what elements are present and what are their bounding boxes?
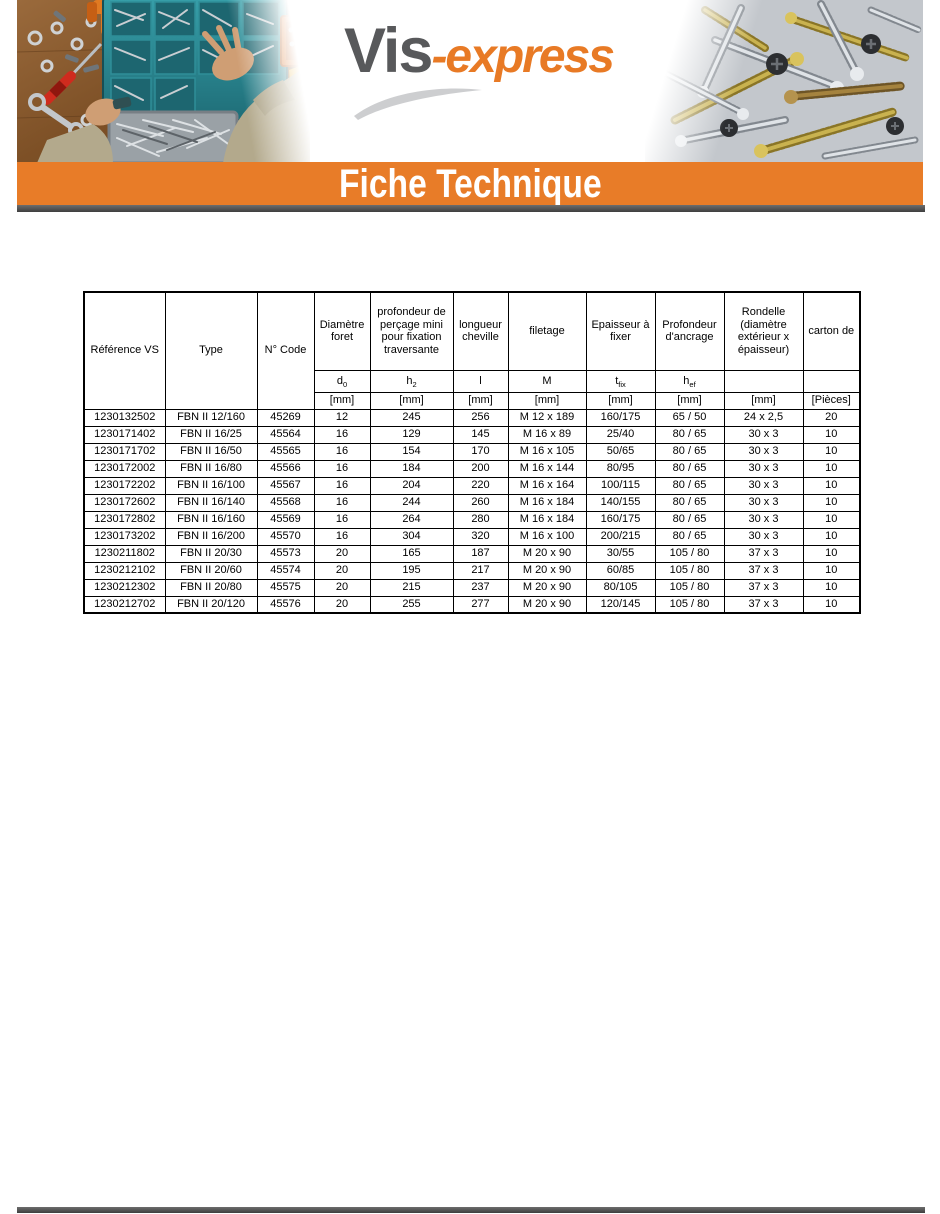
- table-cell: 80 / 65: [655, 443, 724, 460]
- table-cell: FBN II 20/30: [165, 545, 257, 562]
- table-cell: FBN II 20/80: [165, 579, 257, 596]
- table-cell: 16: [314, 460, 370, 477]
- table-cell: 30 x 3: [724, 511, 803, 528]
- table-cell: 1230212302: [84, 579, 165, 596]
- logo-swoosh: [348, 84, 488, 122]
- column-symbol: [453, 370, 508, 392]
- table-cell: 10: [803, 477, 860, 494]
- table-cell: 105 / 80: [655, 596, 724, 613]
- symbol-base: M: [542, 374, 552, 387]
- table-cell: 187: [453, 545, 508, 562]
- table-cell: 16: [314, 443, 370, 460]
- table-row: [84, 409, 860, 426]
- table-cell: 304: [370, 528, 453, 545]
- table-cell: 10: [803, 460, 860, 477]
- table-cell: 10: [803, 528, 860, 545]
- table-cell: 200: [453, 460, 508, 477]
- workbench-photo-art: [17, 0, 310, 163]
- table-cell: 45567: [257, 477, 314, 494]
- table-cell: M 16 x 89: [508, 426, 586, 443]
- table-cell: 45566: [257, 460, 314, 477]
- table-cell: 80 / 65: [655, 477, 724, 494]
- column-unit: [mm]: [655, 392, 724, 409]
- column-header: carton de: [803, 292, 860, 370]
- spec-table-wrap: [83, 291, 861, 614]
- column-header: longueur cheville: [453, 292, 508, 370]
- table-cell: 60/85: [586, 562, 655, 579]
- column-header: profondeur de perçage mini pour fixation traversante: [370, 292, 453, 370]
- table-row: [84, 460, 860, 477]
- brand-logo-primary: Vis: [344, 16, 432, 86]
- column-header: filetage: [508, 292, 586, 370]
- table-cell: 80/95: [586, 460, 655, 477]
- table-cell: 184: [370, 460, 453, 477]
- column-header: Epaisseur à fixer: [586, 292, 655, 370]
- symbol-base: t: [615, 374, 619, 387]
- table-cell: 220: [453, 477, 508, 494]
- table-cell: 20: [803, 409, 860, 426]
- table-cell: 1230172602: [84, 494, 165, 511]
- table-cell: FBN II 16/160: [165, 511, 257, 528]
- table-cell: 10: [803, 511, 860, 528]
- table-cell: M 16 x 100: [508, 528, 586, 545]
- brand-logo: [344, 16, 613, 86]
- table-cell: 10: [803, 443, 860, 460]
- table-cell: 244: [370, 494, 453, 511]
- table-cell: 260: [453, 494, 508, 511]
- column-symbol: [803, 370, 860, 392]
- table-cell: 195: [370, 562, 453, 579]
- table-cell: 1230132502: [84, 409, 165, 426]
- table-cell: 10: [803, 579, 860, 596]
- screws-photo-art: [645, 0, 923, 163]
- table-cell: 80 / 65: [655, 460, 724, 477]
- table-cell: M 20 x 90: [508, 579, 586, 596]
- spec-table-head: [84, 292, 860, 409]
- column-symbol: [586, 370, 655, 392]
- title-banner: [17, 162, 923, 205]
- table-cell: 80/105: [586, 579, 655, 596]
- brand-logo-secondary: -express: [431, 30, 613, 83]
- table-cell: 80 / 65: [655, 494, 724, 511]
- table-cell: 170: [453, 443, 508, 460]
- table-cell: 24 x 2,5: [724, 409, 803, 426]
- table-cell: 30 x 3: [724, 443, 803, 460]
- table-cell: 1230172802: [84, 511, 165, 528]
- table-cell: 20: [314, 562, 370, 579]
- column-unit: [mm]: [586, 392, 655, 409]
- table-cell: 20: [314, 545, 370, 562]
- column-unit: [mm]: [724, 392, 803, 409]
- table-cell: 140/155: [586, 494, 655, 511]
- table-cell: 1230172202: [84, 477, 165, 494]
- table-cell: 20: [314, 579, 370, 596]
- page-title: Fiche Technique: [338, 161, 602, 206]
- table-cell: 45573: [257, 545, 314, 562]
- table-cell: 1230212102: [84, 562, 165, 579]
- column-header: Référence VS: [84, 292, 165, 409]
- table-cell: 37 x 3: [724, 562, 803, 579]
- symbol-base: h: [683, 374, 690, 387]
- table-cell: 200/215: [586, 528, 655, 545]
- table-cell: FBN II 16/140: [165, 494, 257, 511]
- table-cell: 1230171402: [84, 426, 165, 443]
- table-cell: 45565: [257, 443, 314, 460]
- table-cell: 160/175: [586, 511, 655, 528]
- symbol-base: d: [336, 374, 343, 387]
- table-cell: 30 x 3: [724, 477, 803, 494]
- table-row: [84, 494, 860, 511]
- table-cell: M 20 x 90: [508, 596, 586, 613]
- table-row: [84, 511, 860, 528]
- screws-photo: [645, 0, 923, 163]
- table-cell: 16: [314, 477, 370, 494]
- table-cell: 10: [803, 562, 860, 579]
- table-cell: 37 x 3: [724, 545, 803, 562]
- table-cell: 105 / 80: [655, 579, 724, 596]
- table-cell: 12: [314, 409, 370, 426]
- symbol-sub: ef: [689, 379, 696, 389]
- table-cell: 1230211802: [84, 545, 165, 562]
- table-cell: 120/145: [586, 596, 655, 613]
- table-cell: FBN II 20/120: [165, 596, 257, 613]
- table-cell: 65 / 50: [655, 409, 724, 426]
- column-unit: [mm]: [508, 392, 586, 409]
- table-cell: 30 x 3: [724, 460, 803, 477]
- column-unit: [mm]: [453, 392, 508, 409]
- table-cell: 1230212702: [84, 596, 165, 613]
- table-cell: FBN II 16/80: [165, 460, 257, 477]
- table-cell: 45570: [257, 528, 314, 545]
- table-cell: 256: [453, 409, 508, 426]
- table-cell: 16: [314, 494, 370, 511]
- table-cell: 1230171702: [84, 443, 165, 460]
- table-cell: 30 x 3: [724, 426, 803, 443]
- table-cell: 45568: [257, 494, 314, 511]
- column-header: N° Code: [257, 292, 314, 409]
- spec-table-body: [84, 409, 860, 613]
- table-cell: 10: [803, 494, 860, 511]
- table-cell: M 16 x 184: [508, 511, 586, 528]
- table-cell: 145: [453, 426, 508, 443]
- column-symbol: [724, 370, 803, 392]
- table-row: [84, 528, 860, 545]
- table-cell: 100/115: [586, 477, 655, 494]
- table-cell: 10: [803, 596, 860, 613]
- table-cell: M 12 x 189: [508, 409, 586, 426]
- table-cell: 237: [453, 579, 508, 596]
- table-row: [84, 579, 860, 596]
- symbol-base: l: [479, 374, 482, 387]
- table-cell: 80 / 65: [655, 426, 724, 443]
- table-cell: 45564: [257, 426, 314, 443]
- column-symbol: [655, 370, 724, 392]
- table-cell: 16: [314, 426, 370, 443]
- table-cell: FBN II 12/160: [165, 409, 257, 426]
- divider-bar-bottom: [17, 1207, 925, 1213]
- table-cell: FBN II 16/200: [165, 528, 257, 545]
- table-cell: 80 / 65: [655, 528, 724, 545]
- table-cell: 255: [370, 596, 453, 613]
- table-cell: 1230172002: [84, 460, 165, 477]
- table-cell: 215: [370, 579, 453, 596]
- table-cell: 105 / 80: [655, 562, 724, 579]
- table-row: [84, 596, 860, 613]
- table-cell: 30 x 3: [724, 494, 803, 511]
- table-cell: 50/65: [586, 443, 655, 460]
- table-cell: 277: [453, 596, 508, 613]
- column-header: Diamètre foret: [314, 292, 370, 370]
- table-cell: M 20 x 90: [508, 562, 586, 579]
- table-cell: 10: [803, 545, 860, 562]
- symbol-base: h: [406, 374, 413, 387]
- table-cell: FBN II 20/60: [165, 562, 257, 579]
- table-cell: 80 / 65: [655, 511, 724, 528]
- column-unit: [mm]: [370, 392, 453, 409]
- table-cell: 245: [370, 409, 453, 426]
- table-cell: 154: [370, 443, 453, 460]
- table-cell: 320: [453, 528, 508, 545]
- symbol-sub: fix: [618, 379, 626, 389]
- table-cell: FBN II 16/25: [165, 426, 257, 443]
- symbol-sub: 0: [342, 379, 348, 389]
- table-cell: 204: [370, 477, 453, 494]
- table-cell: M 16 x 105: [508, 443, 586, 460]
- table-cell: M 16 x 184: [508, 494, 586, 511]
- table-cell: 105 / 80: [655, 545, 724, 562]
- table-cell: 45269: [257, 409, 314, 426]
- table-row: [84, 477, 860, 494]
- table-cell: FBN II 16/50: [165, 443, 257, 460]
- table-cell: 16: [314, 528, 370, 545]
- header-row-titles: [84, 292, 860, 370]
- table-cell: 30/55: [586, 545, 655, 562]
- symbol-sub: 2: [412, 379, 417, 389]
- table-cell: 45569: [257, 511, 314, 528]
- table-cell: 25/40: [586, 426, 655, 443]
- table-cell: 1230173202: [84, 528, 165, 545]
- table-cell: M 16 x 164: [508, 477, 586, 494]
- table-cell: 37 x 3: [724, 579, 803, 596]
- table-cell: M 20 x 90: [508, 545, 586, 562]
- table-cell: 45576: [257, 596, 314, 613]
- table-cell: 217: [453, 562, 508, 579]
- table-row: [84, 562, 860, 579]
- table-cell: 20: [314, 596, 370, 613]
- column-header: Rondelle (diamètre extérieur x épaisseur): [724, 292, 803, 370]
- table-cell: 129: [370, 426, 453, 443]
- table-cell: 37 x 3: [724, 596, 803, 613]
- table-row: [84, 426, 860, 443]
- column-symbol: [508, 370, 586, 392]
- table-row: [84, 443, 860, 460]
- column-unit: [mm]: [314, 392, 370, 409]
- table-cell: M 16 x 144: [508, 460, 586, 477]
- column-unit: [Pièces]: [803, 392, 860, 409]
- spec-table: [83, 291, 861, 614]
- column-header: Type: [165, 292, 257, 409]
- table-row: [84, 545, 860, 562]
- table-cell: FBN II 16/100: [165, 477, 257, 494]
- table-cell: 30 x 3: [724, 528, 803, 545]
- table-cell: 45575: [257, 579, 314, 596]
- table-cell: 280: [453, 511, 508, 528]
- divider-bar-top: [17, 205, 925, 212]
- column-symbol: [314, 370, 370, 392]
- table-cell: 264: [370, 511, 453, 528]
- workbench-photo: [17, 0, 310, 163]
- table-cell: 160/175: [586, 409, 655, 426]
- table-cell: 165: [370, 545, 453, 562]
- table-cell: 10: [803, 426, 860, 443]
- table-cell: 45574: [257, 562, 314, 579]
- column-header: Profondeur d'ancrage: [655, 292, 724, 370]
- table-cell: 16: [314, 511, 370, 528]
- column-symbol: [370, 370, 453, 392]
